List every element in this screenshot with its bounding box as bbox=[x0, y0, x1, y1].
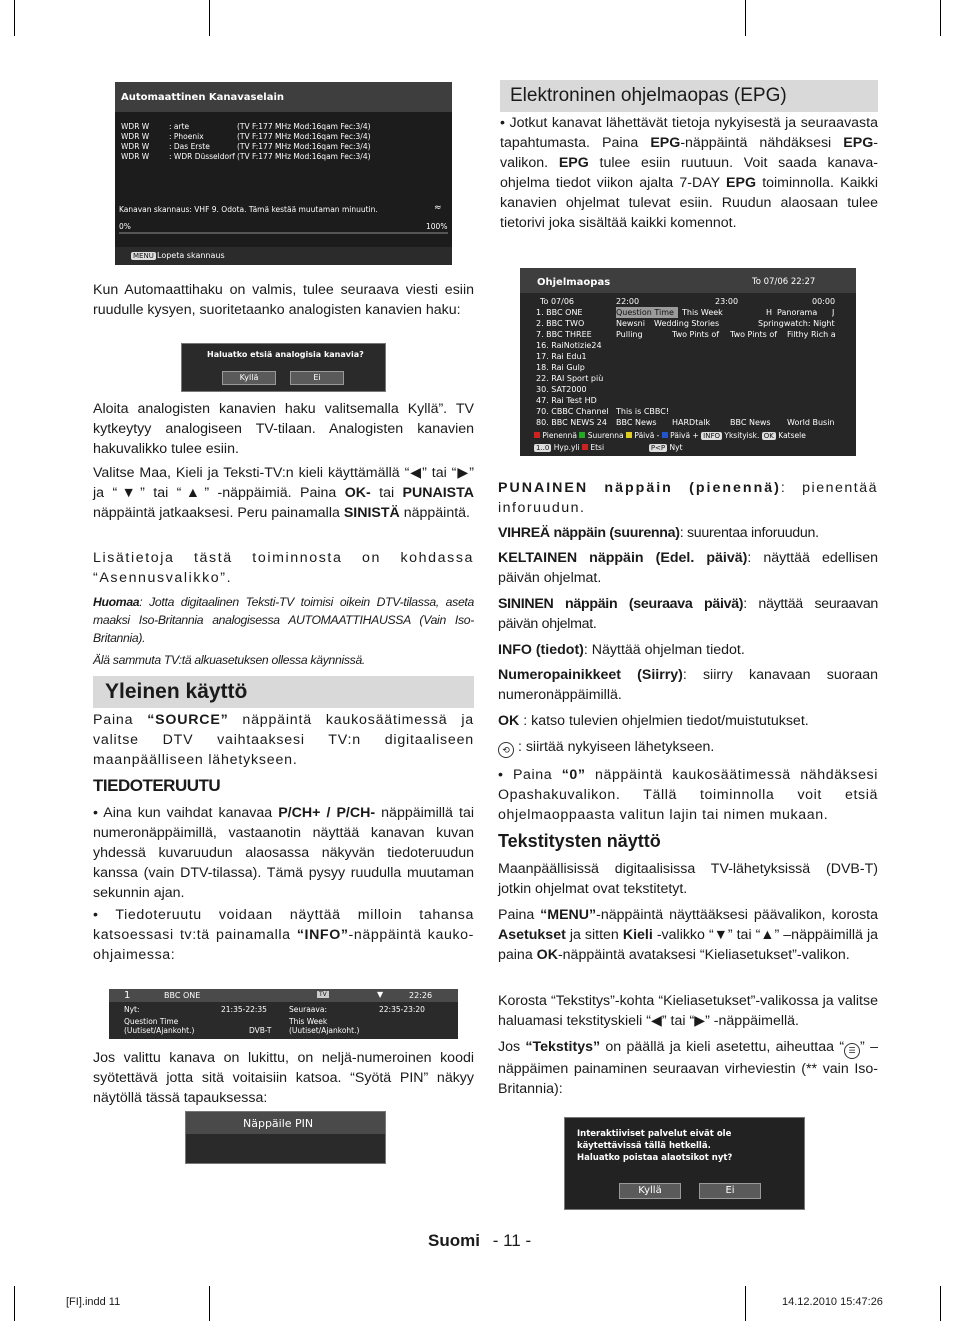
mode: DVB-T bbox=[249, 1026, 272, 1035]
clock: 22:26 bbox=[409, 991, 433, 1000]
auto-search-intro: Kun Automaattihaku on valmis, tulee seuraava viesti esiin ruudulle kysyen, suoritetaanko analogisten kanavien haku: bbox=[93, 282, 474, 318]
number-key-text: Numeropainikkeet (Siirry): siirry kanavaan suoraan numeronäppäimillä. bbox=[498, 667, 878, 703]
crop-mark bbox=[209, 0, 210, 36]
down-arrow-icon: ▼ bbox=[713, 927, 728, 943]
zero-key-text: • Paina “0” näppäintä kaukosäätimessä nähdäksesi Opashakuvalikon. Tällä toiminnolla voit etsiä ohjelmaoppaasta valitun lajin tai nimen mukaan. bbox=[498, 767, 879, 823]
red-key-text: PUNAINEN näppäin (pienennä): pienentää inforuudun. bbox=[498, 480, 878, 516]
blue-key-icon bbox=[662, 432, 668, 438]
note-power: Älä sammuta TV:tä alkuasetuksen ollessa käynnissä. bbox=[93, 653, 366, 667]
satellite-icon: ≈ bbox=[434, 203, 442, 213]
no-button[interactable]: Ei bbox=[699, 1183, 761, 1199]
now-label: Nyt: bbox=[124, 1005, 140, 1014]
scan-row: WDR W : Das Erste (TV F:177 MHz Mod:16qam Fec:3/4) bbox=[121, 142, 371, 151]
info-bar bbox=[109, 989, 458, 1039]
more-info-text: Lisätietoja tästä toiminnosta on kohdassa “Asennusvalikko”. bbox=[93, 550, 474, 586]
epg-row[interactable]: 47. Rai Test HD bbox=[536, 396, 597, 405]
subtitle-heading: Tekstitysten näyttö bbox=[498, 831, 661, 851]
epg-heading: Elektroninen ohjelmaopas (EPG) bbox=[500, 80, 878, 112]
crop-mark bbox=[940, 0, 941, 36]
epg-row[interactable]: 7. BBC THREE Pulling Two Pints of Two Pints of Filthy Rich a bbox=[536, 330, 836, 339]
general-heading: Yleinen käyttö bbox=[93, 676, 474, 708]
info-bullet-2: • Tiedoteruutu voidaan näyttää milloin tahansa katsoessasi tv:tä painamalla “INFO”-näppäintä kauko-ohjaimessa: bbox=[93, 907, 474, 963]
next-time: 22:35-23:20 bbox=[379, 1005, 425, 1014]
yellow-key-text: KELTAINEN näppäin (Edel. päivä): näyttää edellisen päivän ohjelmat. bbox=[498, 550, 878, 586]
epg-row[interactable]: 18. Rai Gulp bbox=[536, 363, 585, 372]
subtitle-text-2: Paina “MENU”-näppäintä näyttääksesi päävalikon, korosta Asetukset ja sitten Kieli -valikko “▼” tai “▲” –näppäimillä ja paina OK-näppäintä avataksesi “Kieliasetukset”-valikon. bbox=[498, 907, 879, 963]
footer-page: - 11 - bbox=[492, 1231, 532, 1250]
print-timestamp: 14.12.2010 15:47:26 bbox=[782, 1296, 883, 1308]
subtitle-dialog bbox=[564, 1117, 805, 1210]
epg-row[interactable]: 22. RAI Sport più bbox=[536, 374, 604, 383]
crop-mark bbox=[745, 0, 746, 36]
up-arrow-icon: ▲ bbox=[181, 485, 205, 501]
epg-grid bbox=[534, 307, 840, 428]
next-label: Seuraava: bbox=[289, 1005, 327, 1014]
crop-mark bbox=[745, 1286, 746, 1321]
epg-screen bbox=[520, 268, 856, 456]
crop-mark bbox=[14, 1286, 15, 1321]
epg-row[interactable]: 2. BBC TWO Newsni Wedding Stories Springwatch: Night bbox=[536, 319, 835, 328]
tv-badge: TV bbox=[319, 991, 327, 998]
crop-mark bbox=[940, 1286, 941, 1321]
menu-key: MENU bbox=[133, 252, 154, 260]
up-arrow-icon: ▲ bbox=[760, 927, 775, 943]
right-arrow-icon: ▶ bbox=[694, 1013, 706, 1029]
info-bullet-1: • Aina kun vaihdat kanavaa P/CH+ / P/CH- näppäimillä tai numeronäppäimillä, vastaanotin näyttää kanavan kuvan yhdessä kuvaruudun alaosassa näkyvän tiedoteruudun kanssa (vain DTV-tilassa). Tämä pysyy ruudulla muutaman sekunnin ajan. bbox=[93, 805, 474, 901]
scan-row: WDR W : arte (TV F:177 MHz Mod:16qam Fec:3/4) bbox=[121, 122, 371, 131]
channel-number: 1 bbox=[124, 990, 131, 1001]
page-footer bbox=[428, 1231, 531, 1251]
left-arrow-icon: ◀ bbox=[650, 1013, 662, 1029]
yes-button[interactable]: Kyllä bbox=[619, 1183, 681, 1199]
subtitle-text-3: Korosta “Tekstitys”-kohta “Kieliasetukset”-valikossa ja valitse haluamasi tekstityskieli “◀” tai “▶” -näppäimellä. bbox=[498, 993, 878, 1029]
epg-row[interactable]: 70. CBBC Channel This is CBBC! bbox=[536, 407, 670, 416]
epg-title: Ohjelmaopas bbox=[537, 277, 611, 288]
epg-time-3: 00:00 bbox=[812, 297, 836, 306]
pin-dialog bbox=[185, 1111, 386, 1164]
green-key-text: VIHREÄ näppäin (suurenna): suurentaa inforuudun. bbox=[498, 525, 819, 541]
ok-key-text: OK : katso tulevien ohjelmien tiedot/muistutukset. bbox=[498, 713, 809, 729]
no-button[interactable]: Ei bbox=[290, 371, 344, 385]
note: Huomaa: Jotta digitaalinen Teksti-TV toimisi oikein DTV-tilassa, aseta maaksi Iso-Britannia analogisessa AUTOMAATTIHAUSSA (Vain Iso-Britannia). bbox=[93, 595, 474, 645]
epg-row[interactable]: 1. BBC ONE Question Time This Week H Panorama J bbox=[536, 308, 835, 317]
subtitle-key-icon: ☰ bbox=[844, 1043, 860, 1059]
select-country-text: Valitse Maa, Kieli ja Teksti-TV:n kieli käyttämällä “◀” tai “▶” ja “▼” tai “▲” -näppäimiä. Paina OK- tai PUNAISTA näppäintä jatkaaksesi. Peru painamalla SINISTÄ näppäintä. bbox=[93, 465, 474, 521]
blue-key-text: SININEN näppäin (seuraava päivä): näyttää seuraavan päivän ohjelmat. bbox=[498, 596, 879, 632]
scan-title-bar bbox=[115, 82, 452, 112]
scan-screen bbox=[115, 82, 452, 265]
epg-row[interactable]: 80. BBC NEWS 24 BBC News HARDtalk BBC News World Busin bbox=[536, 418, 835, 427]
subtitle-text-4: Jos “Tekstitys” on päällä ja kieli asetettu, aiheuttaa “ ☰ ” –näppäimen painaminen seuraavan virheviestin (** vain Iso-Britannia): bbox=[498, 1039, 878, 1097]
red-key-icon bbox=[534, 432, 540, 438]
pin-label: Näppäile PIN bbox=[243, 1117, 314, 1130]
analog-dialog-question: Haluatko etsiä analogisia kanavia? bbox=[207, 350, 364, 359]
subtitle-text-1: Maanpäällisissä digitaalisissa TV-lähetyksissä (DVB-T) jotkin ohjelmat ovat tekstitetyt. bbox=[498, 861, 878, 897]
analog-dialog bbox=[181, 343, 386, 392]
epg-datetime: To 07/06 22:27 bbox=[752, 277, 816, 287]
scan-row: WDR W : WDR Düsseldorf (TV F:177 MHz Mod:16qam Fec:3/4) bbox=[121, 152, 371, 161]
right-arrow-icon: ▶ bbox=[456, 465, 470, 481]
epg-row[interactable]: 17. Rai Edu1 bbox=[536, 352, 587, 361]
swap-icon: ⟲ bbox=[498, 742, 514, 758]
yes-button[interactable]: Kyllä bbox=[222, 371, 276, 385]
progress-start: 0% bbox=[119, 222, 131, 231]
menu-key-label: Lopeta skannaus bbox=[157, 251, 225, 260]
swap-key-text: ⟲ : siirtää nykyiseen lähetykseen. bbox=[498, 737, 878, 758]
green-key-icon bbox=[579, 432, 585, 438]
next-title: This Week (Uutiset/Ajankoht.) bbox=[289, 1017, 360, 1035]
crop-mark bbox=[14, 0, 15, 36]
footer-language: Suomi bbox=[428, 1231, 480, 1250]
scan-list bbox=[121, 122, 446, 162]
source-text: Paina “SOURCE” näppäintä kaukosäätimessä ja valitse DTV vaihtaaksesi TV:n digitaaliseen maanpäälliseen lähetykseen. bbox=[93, 712, 474, 768]
scan-row: WDR W : Phoenix (TV F:177 MHz Mod:16qam Fec:3/4) bbox=[121, 132, 371, 141]
yellow-key-icon bbox=[626, 432, 632, 438]
epg-legend-2: 1..0 Hyp.yli Etsi P<P Nyt bbox=[536, 443, 683, 452]
left-arrow-icon: ◀ bbox=[409, 465, 423, 481]
progress-end: 100% bbox=[426, 222, 448, 231]
info-key-text: INFO (tiedot): Näyttää ohjelman tiedot. bbox=[498, 642, 745, 658]
crop-mark bbox=[209, 1286, 210, 1321]
epg-row[interactable]: 30. SAT2000 bbox=[536, 385, 587, 394]
info-heading: TIEDOTERUUTU bbox=[93, 776, 221, 795]
red-key-icon bbox=[582, 444, 588, 450]
scan-bottom-bar bbox=[115, 247, 452, 265]
epg-text: • Jotkut kanavat lähettävät tietoja nykyisestä ja seuraavasta tapahtumasta. Paina EPG-näppäintä nähdäksesi EPG-valikon. EPG tulee esiin ruutuun. Voit saada kanava-ohjelma tiedot viikon ajalta 7-DAY EPG toiminnolla. Kaikki kanavien ohjelmat tulevat esiin. Ruudun alaosaan tulee tietorivi joka sisältää kaikki komennot. bbox=[500, 115, 879, 231]
epg-row[interactable]: 16. RaiNotizie24 bbox=[536, 341, 602, 350]
epg-date: To 07/06 bbox=[540, 297, 575, 306]
scan-title: Automaattinen Kanavaselain bbox=[121, 92, 285, 103]
signal-icon: ▼ bbox=[377, 990, 384, 999]
channel-name: BBC ONE bbox=[164, 991, 201, 1000]
epg-legend-1: Pienennä Suurenna Päivä - Päivä + INFO Yksityisk. OK Katsele bbox=[534, 431, 806, 440]
epg-time-2: 23:00 bbox=[715, 297, 739, 306]
pin-text: Jos valittu kanava on lukittu, on neljä-numeroinen koodi syötettävä jotta sitä voitaisiin katsoa. “Syötä PIN” näkyy näytöllä tässä tapauksessa: bbox=[93, 1050, 474, 1106]
now-title: Question Time (Uutiset/Ajankoht.) bbox=[124, 1017, 195, 1035]
down-arrow-icon: ▼ bbox=[117, 485, 141, 501]
analog-search-text: Aloita analogisten kanavien haku valitsemalla Kyllä”. TV kytkeytyy analogiseen TV-tilaan. Analogisten kanavien hakuvalikko tulee esiin. bbox=[93, 401, 474, 457]
info-bar-top bbox=[109, 989, 458, 1002]
epg-time-1: 22:00 bbox=[616, 297, 640, 306]
print-filename: [FI].indd 11 bbox=[66, 1296, 121, 1308]
progress-bar bbox=[119, 232, 448, 234]
subtitle-dialog-msg: Interaktiiviset palvelut eivät ole käytettävissä tällä hetkellä. Haluatko poistaa alaotsikot nyt? bbox=[577, 1129, 733, 1163]
scan-status: Kanavan skannaus: VHF 9. Odota. Tämä kestää muutaman minuutin. bbox=[119, 205, 378, 214]
now-time: 21:35-22:35 bbox=[221, 1005, 267, 1014]
